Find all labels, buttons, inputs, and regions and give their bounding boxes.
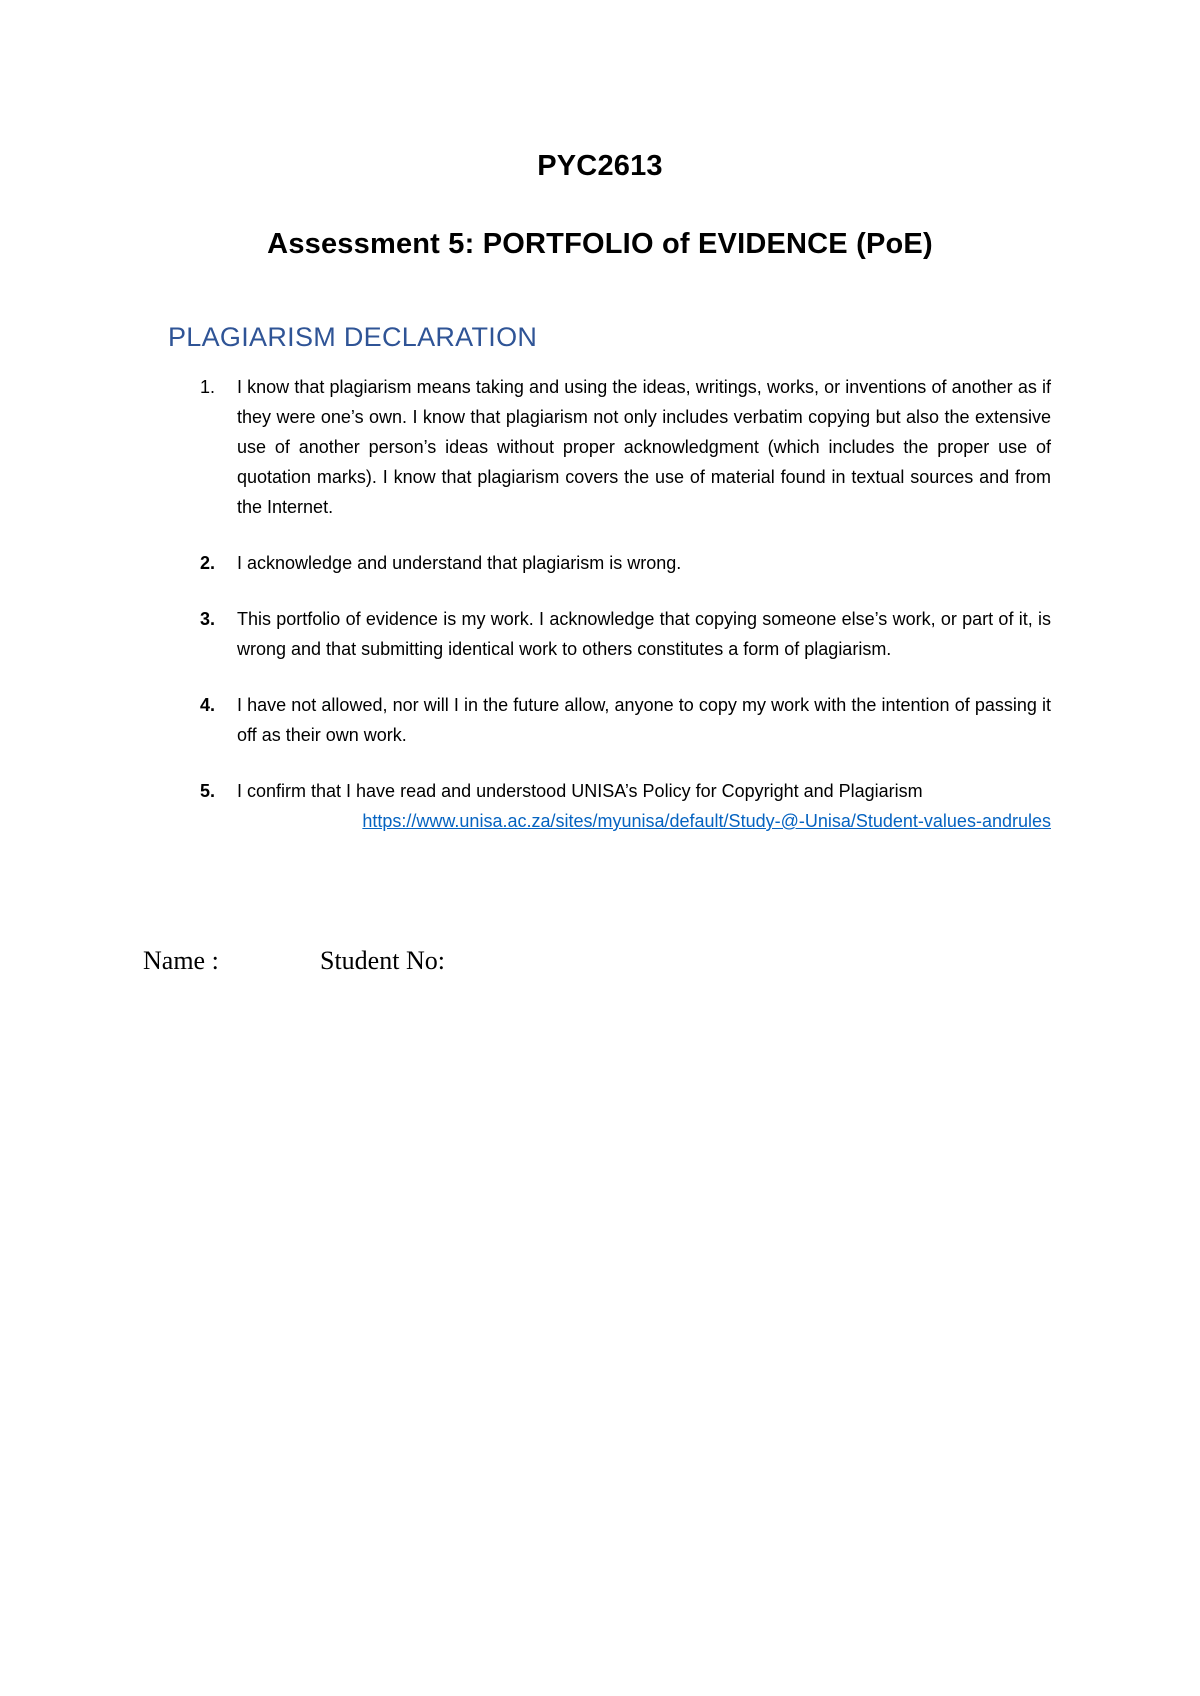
declaration-item-4 [0,690,1200,750]
item-text: I have not allowed, nor will I in the future allow, anyone to copy my work with the intention of passing it off as their own work. [237,695,1051,745]
section-heading: PLAGIARISM DECLARATION [168,322,538,352]
name-label: Name : [143,946,219,975]
declaration-item-1 [0,372,1200,522]
item-number: 3. [200,609,216,629]
policy-link[interactable]: https://www.unisa.ac.za/sites/myunisa/default/Study-@-Unisa/Student-values-andrules [362,811,1051,831]
declaration-item-5 [0,776,1200,836]
item-text: I acknowledge and understand that plagiarism is wrong. [237,553,682,573]
item-text: I confirm that I have read and understood UNISA’s Policy for Copyright and Plagiarism [237,781,923,801]
item-text: I know that plagiarism means taking and using the ideas, writings, works, or inventions of another as if they were one’s own. I know that plagiarism not only includes verbatim copying but also the extensive use of another person’s ideas without proper acknowledgment (which includes the proper use of quotation marks). I know that plagiarism covers the use of material found in textual sources and from the Internet. [237,377,1051,517]
item-number: 5. [200,781,216,801]
student-no-label: Student No: [320,946,445,975]
item-text-with-link [237,776,1051,836]
declaration-list [0,372,1200,862]
course-code: PYC2613 [537,150,663,182]
declaration-item-3 [0,604,1200,664]
item-text: This portfolio of evidence is my work. I acknowledge that copying someone else’s work, or part of it, is wrong and that submitting identical work to others constitutes a form of plagiarism. [237,609,1051,659]
item-number: 1. [200,377,216,397]
declaration-item-2 [0,548,1200,578]
item-number: 4. [200,695,216,715]
assessment-title: Assessment 5: PORTFOLIO of EVIDENCE (PoE) [267,228,933,260]
item-number: 2. [200,553,216,573]
